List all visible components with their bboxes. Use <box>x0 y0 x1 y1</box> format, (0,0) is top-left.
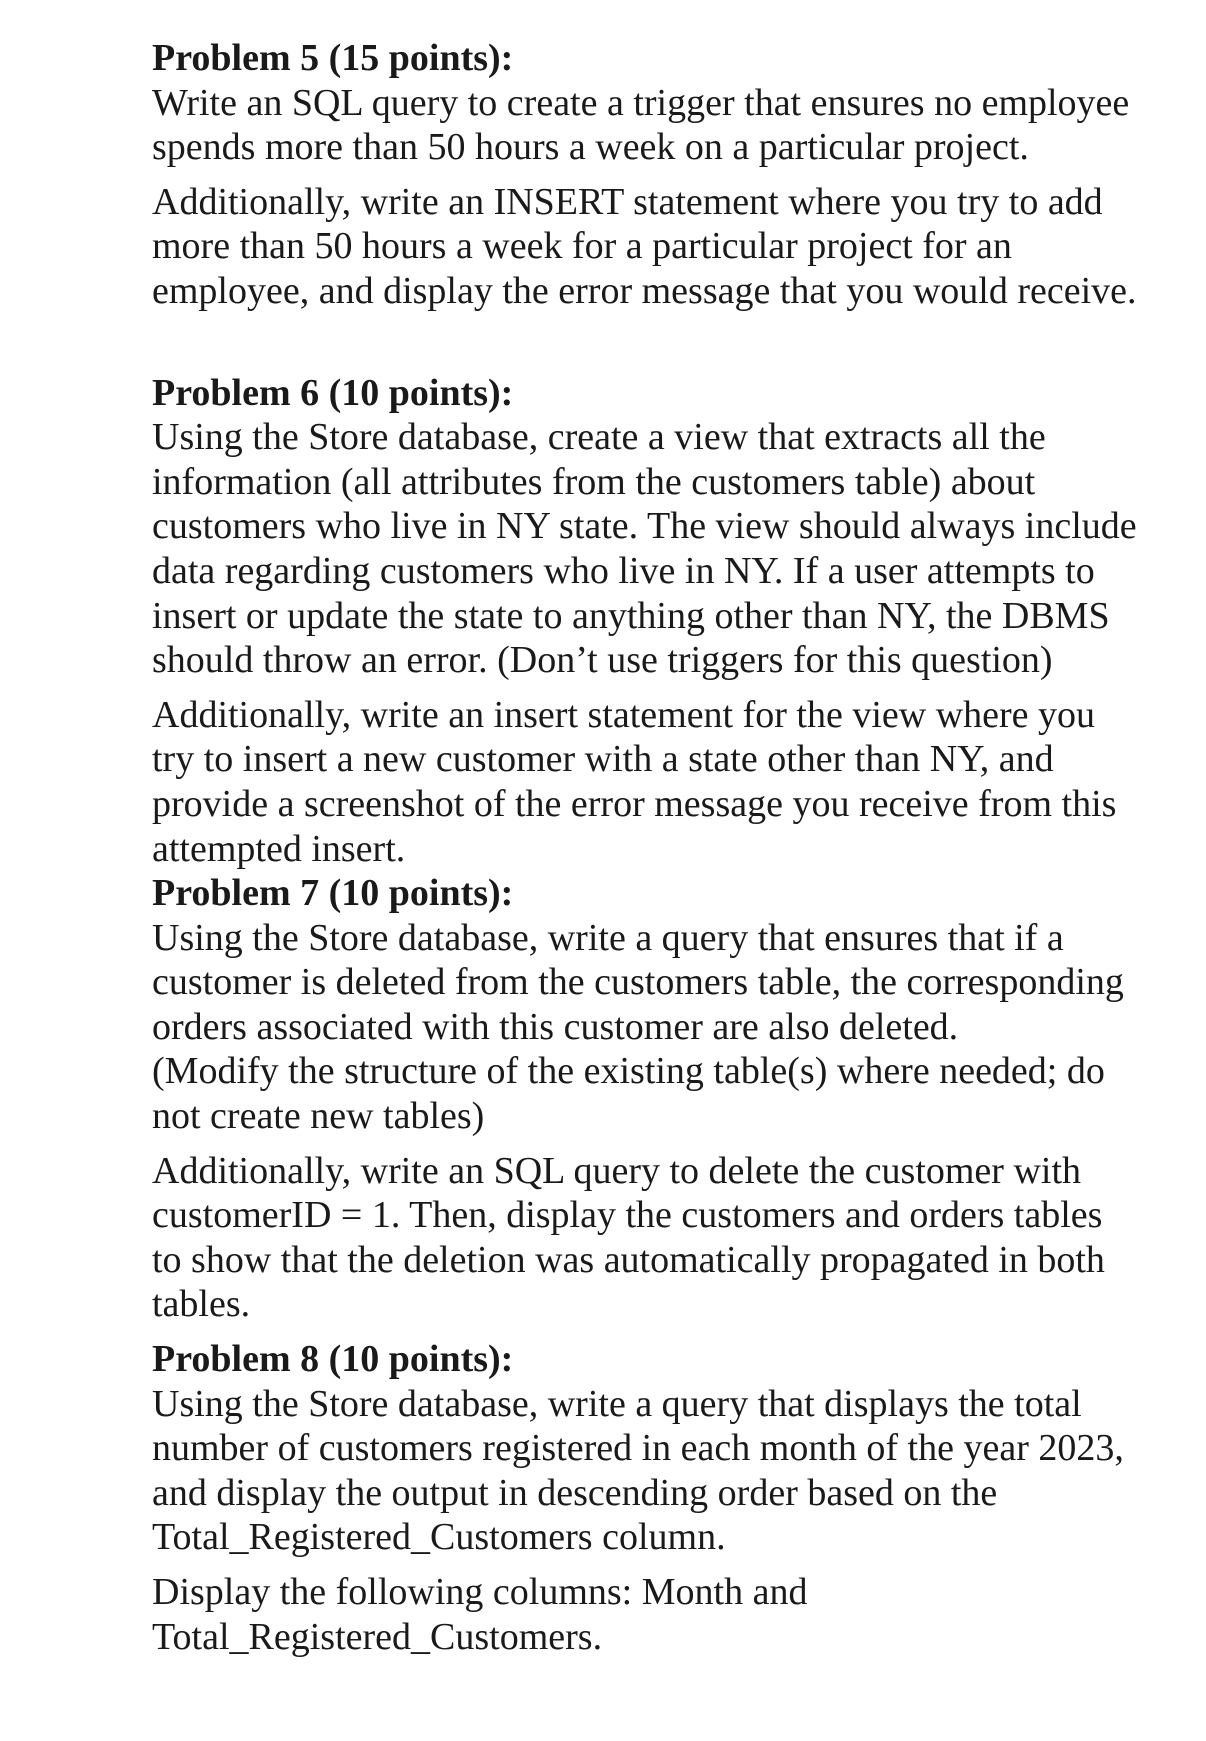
problem-7-title: Problem 7 (10 points): <box>152 872 514 915</box>
text-line: Using the Store database, write a query that ensures that if a <box>152 916 1064 959</box>
text-line: customerID = 1. Then, display the customers and orders tables <box>152 1194 1103 1237</box>
problem-6-title: Problem 6 (10 points): <box>152 371 514 414</box>
text-line: spends more than 50 hours a week on a particular project. <box>152 126 1029 169</box>
problem-5-paragraph-1 <box>152 81 1152 170</box>
text-line: provide a screenshot of the error message you receive from this <box>152 782 1117 825</box>
text-line: number of customers registered in each month of the year 2023, <box>152 1427 1124 1470</box>
problem-6 <box>152 371 1152 872</box>
text-line: not create new tables) <box>152 1095 485 1138</box>
problem-8-paragraph-2 <box>152 1570 1152 1659</box>
text-line: try to insert a new customer with a state other than NY, and <box>152 738 1054 781</box>
text-line: Additionally, write an INSERT statement where you try to add <box>152 180 1103 223</box>
text-line: Additionally, write an insert statement for the view where you <box>152 693 1096 736</box>
problem-6-paragraph-1 <box>152 415 1152 683</box>
problem-5-title: Problem 5 (15 points): <box>152 37 514 79</box>
problem-5-paragraph-2 <box>152 180 1152 314</box>
text-line: employee, and display the error message that you would receive. <box>152 269 1137 312</box>
text-line: orders associated with this customer are also deleted. <box>152 1005 959 1048</box>
text-line: information (all attributes from the customers table) about <box>152 460 1036 503</box>
text-line: and display the output in descending order based on the <box>152 1471 998 1514</box>
problem-8-paragraph-1 <box>152 1382 1152 1560</box>
text-line: customers who live in NY state. The view should always include <box>152 505 1137 548</box>
text-line: more than 50 hours a week for a particular project for an <box>152 225 1012 268</box>
problem-6-paragraph-2 <box>152 693 1152 871</box>
problem-5 <box>152 36 1152 314</box>
text-line: Total_Registered_Customers. <box>152 1615 603 1658</box>
text-line: to show that the deletion was automatically propagated in both <box>152 1238 1105 1281</box>
text-line: should throw an error. (Don’t use triggers for this question) <box>152 639 1053 682</box>
text-line: insert or update the state to anything other than NY, the DBMS <box>152 594 1110 637</box>
problem-8-title: Problem 8 (10 points): <box>152 1338 514 1381</box>
problem-7-paragraph-2 <box>152 1149 1152 1327</box>
problem-7-paragraph-1 <box>152 916 1152 1139</box>
text-line: Total_Registered_Customers column. <box>152 1516 726 1559</box>
problem-8 <box>152 1337 1152 1659</box>
text-line: (Modify the structure of the existing table(s) where needed; do <box>152 1050 1105 1093</box>
text-line: customer is deleted from the customers table, the corresponding <box>152 961 1124 1004</box>
text-line: Display the following columns: Month and <box>152 1571 808 1613</box>
text-line: Write an SQL query to create a trigger that ensures no employee <box>152 81 1130 124</box>
text-line: attempted insert. <box>152 827 406 870</box>
text-line: data regarding customers who live in NY. If a user attempts to <box>152 549 1095 592</box>
problem-7 <box>152 871 1152 1327</box>
document-page <box>152 36 1152 1659</box>
text-line: Additionally, write an SQL query to delete the customer with <box>152 1149 1082 1192</box>
text-line: tables. <box>152 1283 251 1326</box>
text-line: Using the Store database, write a query that displays the total <box>152 1382 1082 1425</box>
text-line: Using the Store database, create a view that extracts all the <box>152 416 1046 459</box>
